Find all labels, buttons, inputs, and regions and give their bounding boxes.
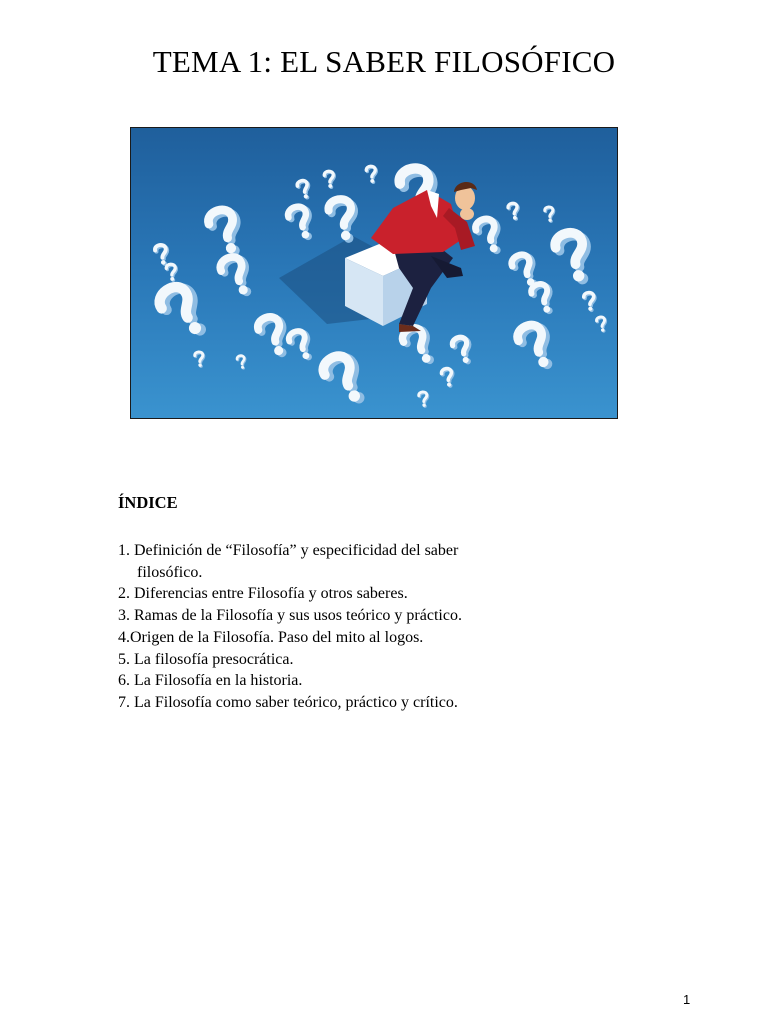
index-item — [118, 670, 638, 692]
index-item-text: 3. Ramas de la Filosofía y sus usos teórico y práctico. — [118, 607, 462, 625]
page-number: 1 — [683, 992, 691, 1007]
index-item-text: 6. La Filosofía en la historia. — [118, 672, 303, 690]
index-item-text: 7. La Filosofía como saber teórico, práctico y crítico. — [118, 693, 458, 711]
index-item — [118, 627, 638, 649]
index-heading: ÍNDICE — [118, 493, 178, 512]
index-item-text: 4.Origen de la Filosofía. Paso del mito al logos. — [118, 628, 424, 646]
index-list — [118, 540, 638, 714]
index-item-text: 2. Diferencias entre Filosofía y otros saberes. — [118, 585, 408, 603]
page-title: TEMA 1: EL SABER FILOSÓFICO — [152, 44, 616, 79]
index-item — [118, 605, 638, 627]
index-item — [118, 540, 638, 583]
index-item-continuation: filosófico. — [137, 563, 203, 581]
index-item — [118, 649, 638, 671]
index-item-text: 5. La filosofía presocrática. — [118, 650, 294, 668]
index-item-text: 1. Definición de “Filosofía” y especificidad del saber — [118, 542, 459, 559]
index-item — [118, 583, 638, 605]
cover-illustration — [130, 127, 618, 419]
index-item — [118, 692, 638, 714]
thinking-man-question-marks-image — [131, 128, 617, 418]
